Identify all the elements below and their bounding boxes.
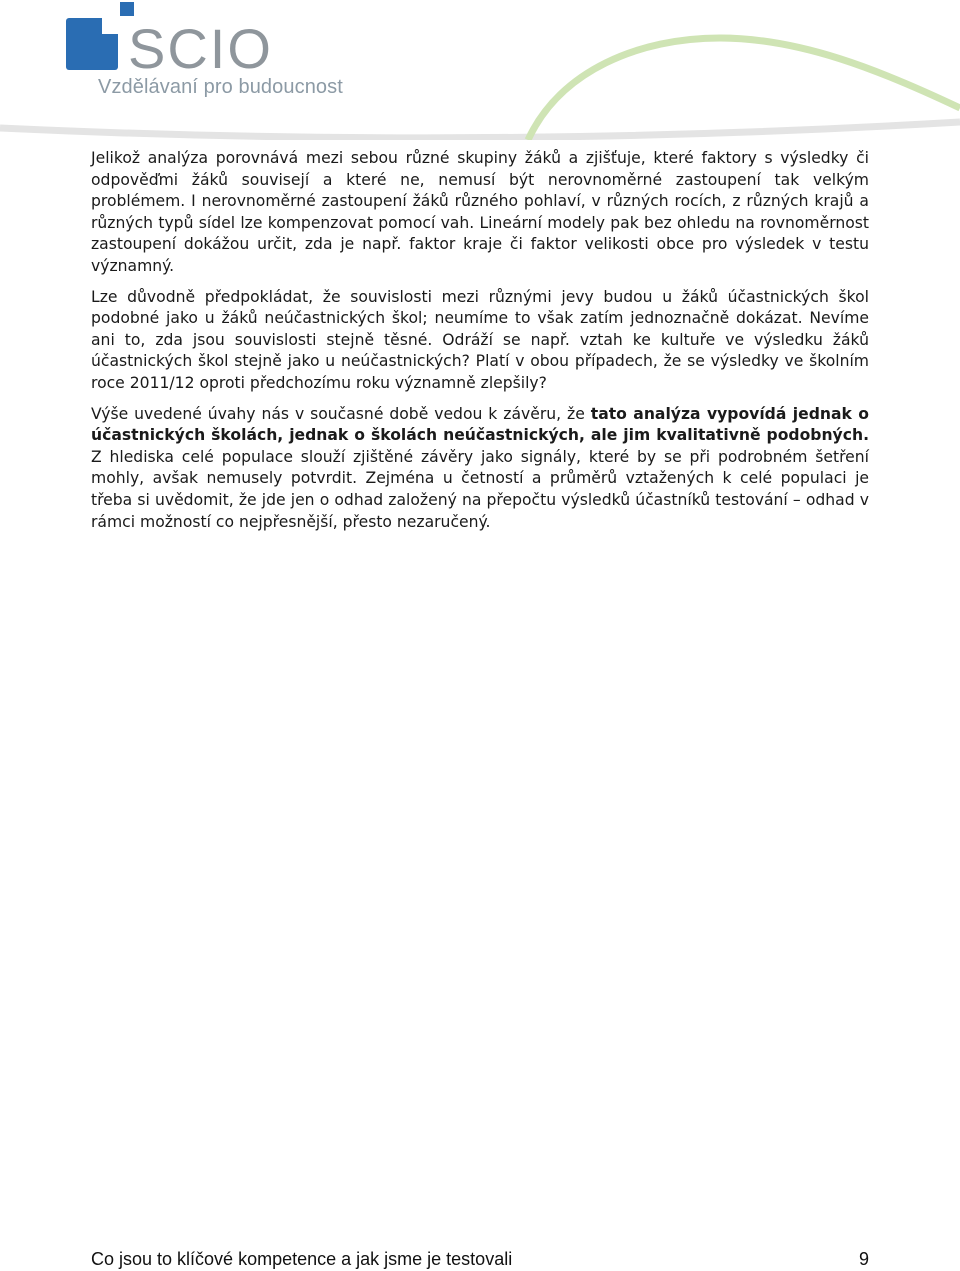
paragraph-text: Lze důvodně předpokládat, že souvislosti mezi různými jevy budou u žáků účastnických škol podobné jako u žáků neúčastnických škol; neumíme to však zatím jednoznačně dokázat. Nevíme ani to, zda jsou souvislosti stejně těsné. Odráží se např. vztah ke kultuře ve výsledku žáků účastnických škol stejně jako u neúčastnických? Platí v obou případech, že se výsledky ve školním roce 2011/12 oproti předchozímu roku významně zlepšily? — [91, 287, 869, 392]
footer-title: Co jsou to klíčové kompetence a jak jsme je testovali — [91, 1249, 513, 1269]
page-footer — [91, 1249, 869, 1270]
paragraph — [91, 287, 869, 395]
paragraph — [91, 404, 869, 534]
page-number: 9 — [858, 1249, 869, 1269]
paragraph — [91, 148, 869, 278]
logo-text: SCIO — [128, 17, 273, 74]
tagline: Vzdělávaní pro budoucnost — [98, 76, 343, 98]
paragraph-text: Z hlediska celé populace slouží zjištěné závěry jako signály, které by se při podrobném šetření mohly, avšak nemusely potvrdit. Zejména u četností a průměrů vztažených k celé populaci je třeba si uvědomit, že jde jen o odhad založený na přepočtu výsledků účastníků testování – odhad v rámci možností co nejpřesnější, přesto nezaručený. — [91, 447, 869, 531]
document-body — [91, 148, 869, 542]
page-header — [0, 0, 960, 140]
scio-logo — [62, 2, 302, 74]
paragraph-text: Výše uvedené úvahy nás v současné době vedou k závěru, že — [91, 404, 591, 423]
paragraph-text: Jelikož analýza porovnává mezi sebou různé skupiny žáků a zjišťuje, které faktory s výsledky či odpověďmi žáků souvisejí a které ne, nemusí být nerovnoměrné zastoupení tak velkým problémem. I nerovnoměrné zastoupení žáků různého pohlaví, v různých rocích, z různých krajů a různých typů sídel lze kompenzovat pomocí vah. Lineární modely pak bez ohledu na rovnoměrnost zastoupení dokážou určit, zda je např. faktor kraje či faktor velikosti obce pro výsledek v testu významný. — [91, 149, 869, 275]
bold-text: tato analýza vypovídá jednak o účastnických školách, jednak o školách neúčastnických, ale jim kvalitativně podobných. — [91, 404, 869, 445]
